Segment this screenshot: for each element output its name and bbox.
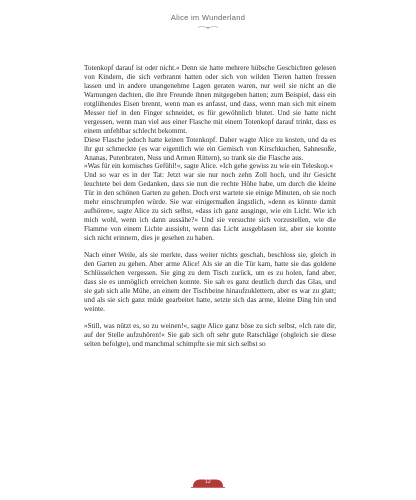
running-header	[0, 13, 416, 30]
page-number: 12	[205, 479, 211, 485]
page-footer	[0, 478, 416, 488]
paragraph: Totenkopf darauf ist oder nicht.« Denn sie hatte mehrere hübsche Geschichten gelesen von Kindern, die sich verbrannt hatten oder sich von wilden Tieren hatten fressen lassen und in andere unangenehme Lagen geraten waren, nur weil sie nicht an die Warnungen dachten, die ihre Freunde ihnen mitgegeben hatten; zum Beispiel, dass ein rotglühendes Eisen brennt, wenn man es anfasst, und dass, wenn man sich mit einem Messer tief in den Finger schneidet, es für gewöhnlich blutet. Und sie hatte nicht vergessen, wenn man viel aus einer Flasche mit einem Totenkopf darauf trinkt, dass es einem unfehlbar schlecht bekommt.	[84, 64, 336, 135]
paragraph: Und so war es in der Tat: Jetzt war sie nur noch zehn Zoll hoch, und ihr Gesicht leuchtete bei dem Gedanken, dass sie nun die rechte Höhe habe, um durch die kleine Tür in den schönen Garten zu gehen. Doch erst wartete sie einige Minuten, ob sie noch mehr einschrumpfen würde. Sie war einigermaßen ängstlich, »denn es könnte damit aufhören«, sagte Alice zu sich selbst, »dass ich ganz ausginge, wie ein Licht. Wie ich mich wohl, wenn ich dann aussähe?« Und sie versuchte sich vorzustellen, wie die Flamme von einem Lichte aussieht, wenn das Licht ausgeblasen ist, aber sie konnte sich nicht erinnern, dies je gesehen zu haben.	[84, 171, 336, 243]
paragraph: Diese Flasche jedoch hatte keinen Totenkopf. Daher wagte Alice zu kosten, und da es ihr gut schmeckte (es war eigentlich wie ein Gemisch von Kirschkuchen, Sahnesoße, Ananas, Putenbraten, Nuss und Armen Rittern), so trank sie die Flasche aus.	[84, 135, 336, 162]
paragraph: »Was für ein komisches Gefühl!«, sagte Alice. »Ich gehe gewiss zu wie ein Teleskop.«	[84, 162, 334, 171]
page-body	[84, 64, 336, 349]
ornament-icon	[197, 25, 219, 30]
book-title: Alice im Wunderland	[170, 13, 246, 22]
paragraph: »Still, was nützt es, so zu weinen!«, sagte Alice ganz böse zu sich selbst, »Ich rate dir, auf der Stelle aufzuhören!« Sie gab sich oft sehr gute Ratschläge (obgleich sie diese selten befolgte), und manchmal schimpfte sie mit sich selbst so	[84, 321, 336, 348]
paragraph: Nach einer Weile, als sie merkte, dass weiter nichts geschah, beschloss sie, gleich in den Garten zu gehen. Aber arme Alice! Als sie an die Tür kam, hatte sie das goldene Schlüsselchen vergessen. Sie ging zu dem Tisch zurück, um es zu holen, fand aber, dass sie es unmöglich erreichen konnte. Sie sah es ganz deutlich durch das Glas, und sie gab sich alle Mühe, an einem der Tischbeine hinaufzuklettern, aber es war zu glatt; und als sie sich ganz müde gearbeitet hatte, setzte sich das arme, kleine Ding hin und weinte.	[84, 251, 336, 313]
